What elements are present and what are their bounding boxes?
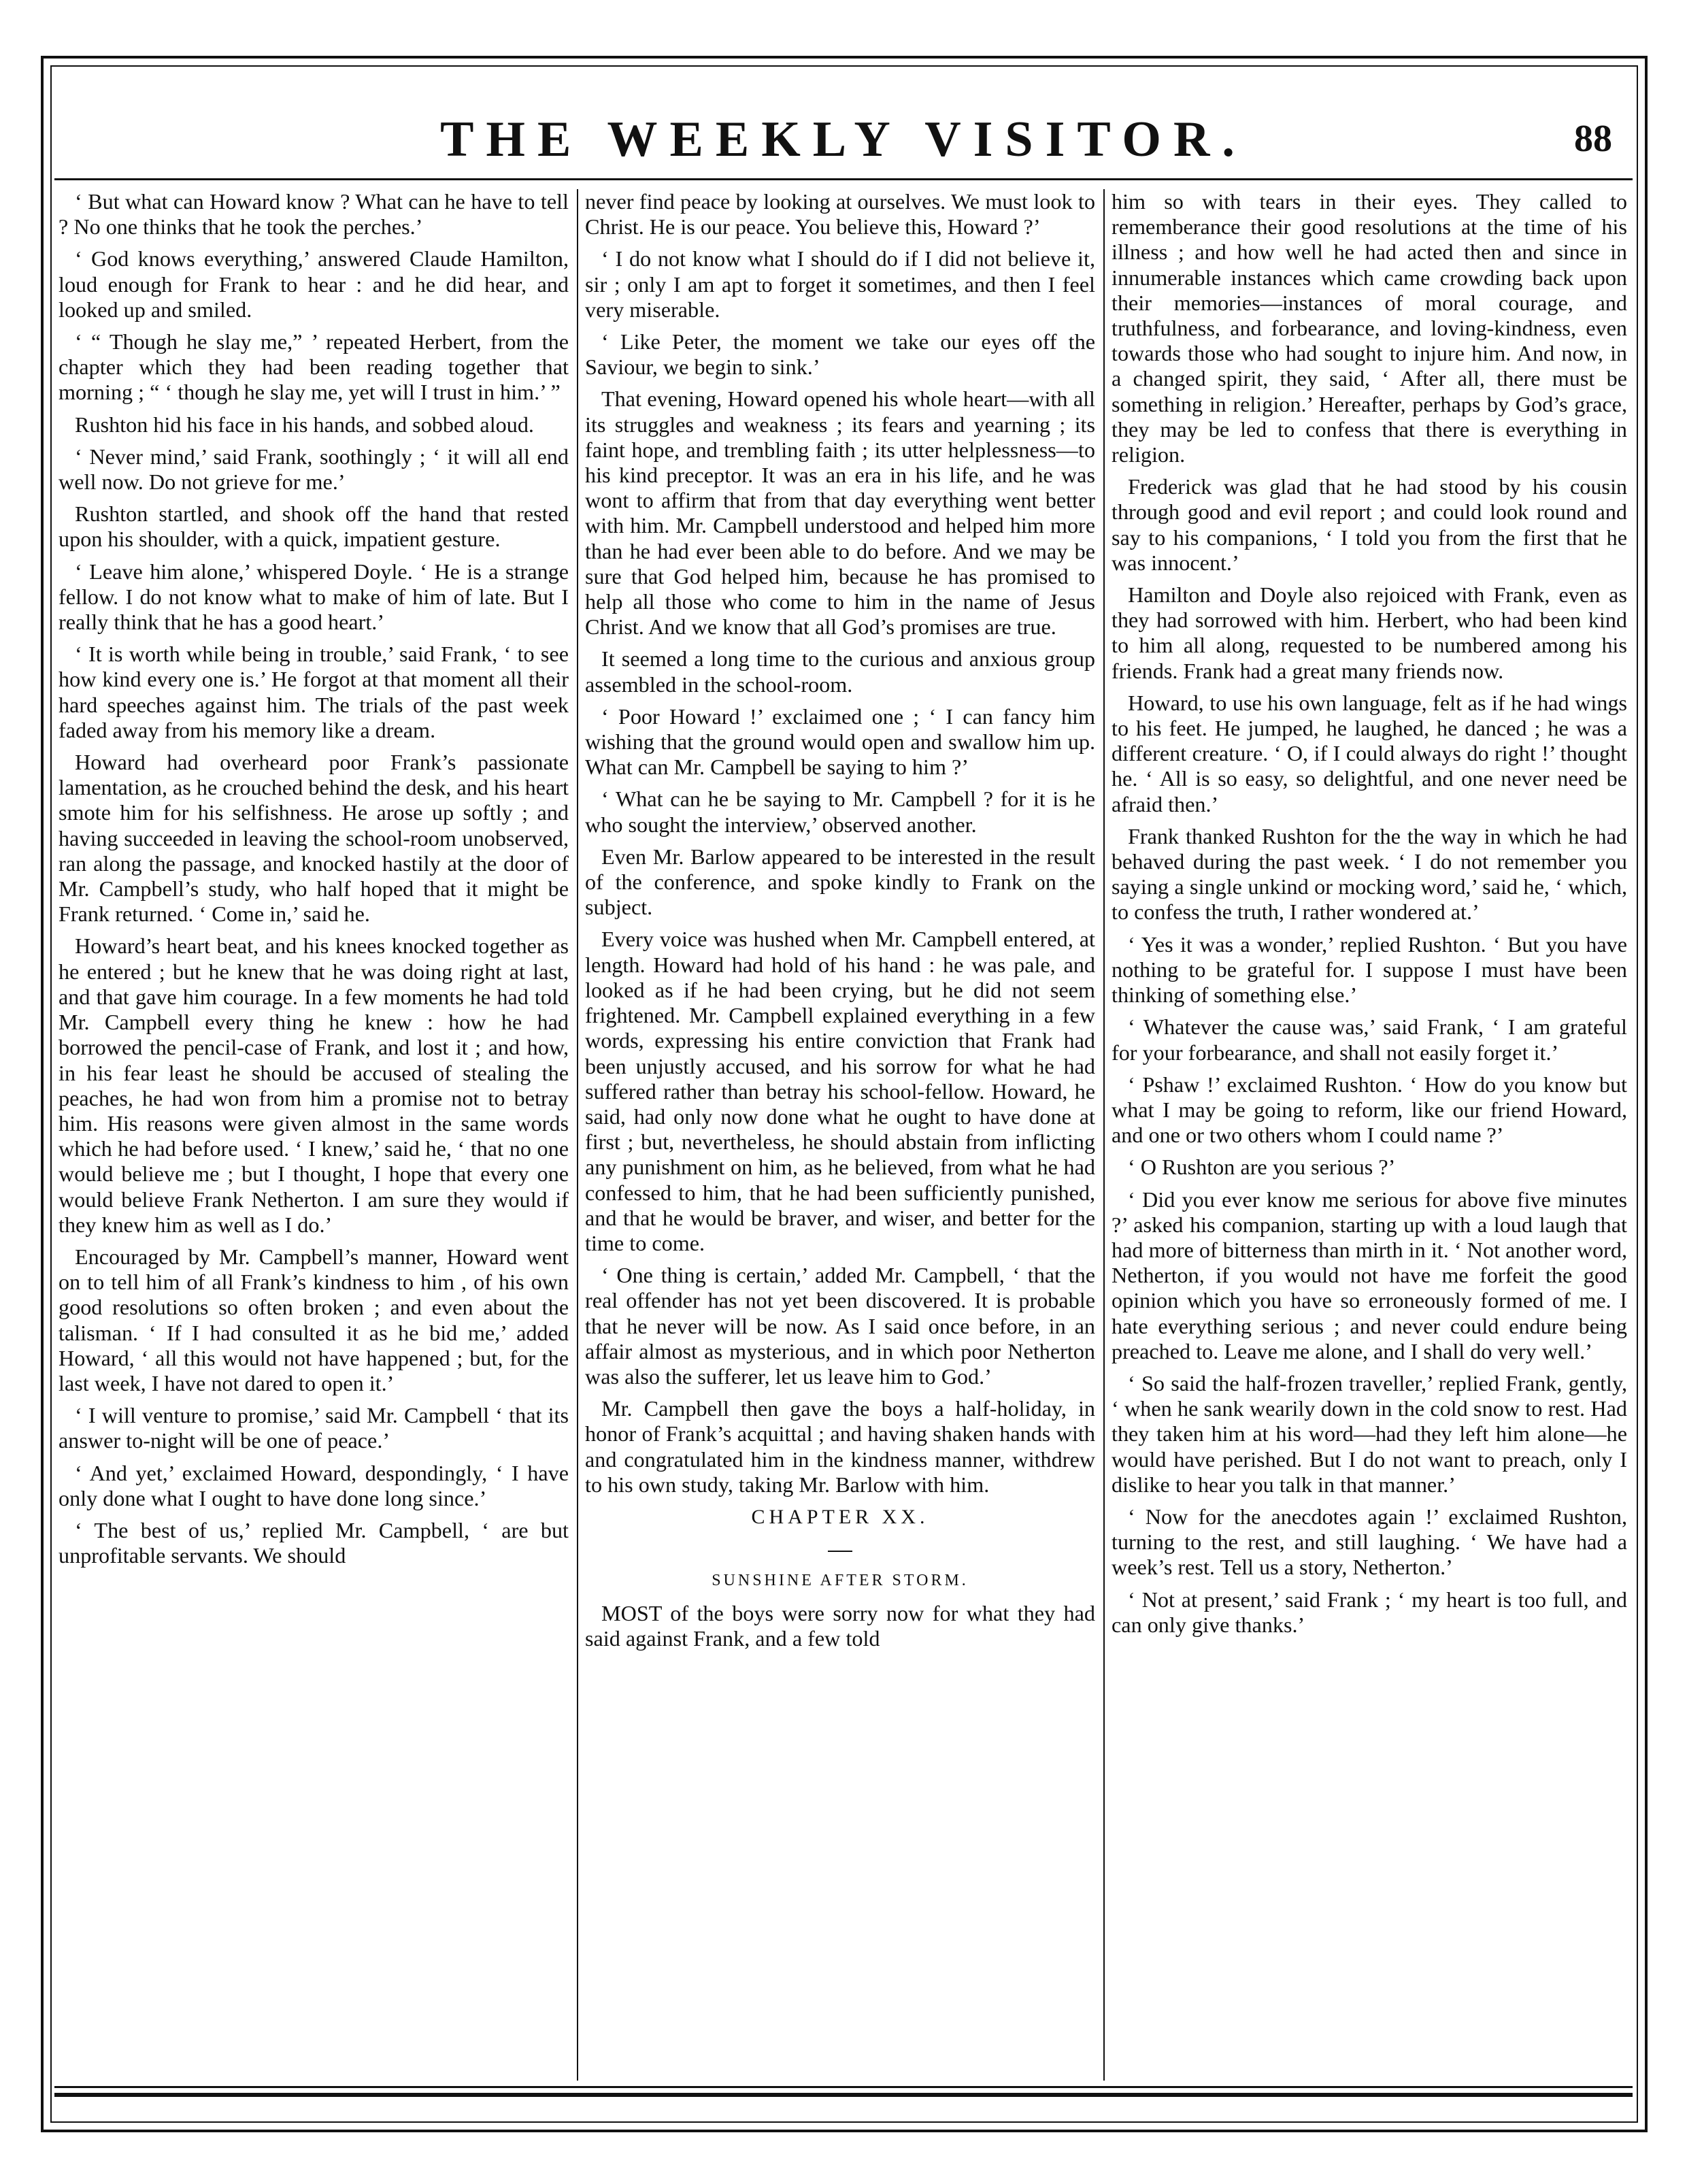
paragraph: Howard’s heart beat, and his knees knocked together as he entered ; but he knew that he was doing right at last, and that gave him courage. In a few moments he had told Mr. Campbell every thing he knew : how he had borrowed the pencil-case of Frank, and lost it ; and how, in his fear least he should be accused of stealing the peaches, he had won from him a promise not to betray him. His reasons were given almost in the same words which he had before used. ‘ I knew,’ said he, ‘ that no one would believe me ; but I thought, I hope that every one would believe Frank Netherton. I am sure they would if they knew him as well as I do.’ xyxy=(59,933,569,1237)
text-column-3 xyxy=(1112,189,1627,2081)
paragraph: ‘ Leave him alone,’ whispered Doyle. ‘ He is a strange fellow. I do not know what to make of him of late. But I really think that he has a good heart.’ xyxy=(59,559,569,635)
column-divider xyxy=(577,189,578,2081)
paragraph: Rushton hid his face in his hands, and sobbed aloud. xyxy=(75,412,534,437)
footer-rule-thick xyxy=(54,2093,1633,2097)
chapter-title: CHAPTER XX. xyxy=(751,1505,929,1528)
paragraph: Howard had overheard poor Frank’s passionate lamentation, as he crouched behind the desk, and his heart smote him for his selfishness. He arose up softly ; and having succeeded in leaving the school-room unobserved, ran along the passage, and knocked hastily at the door of Mr. Campbell’s study, who half hoped that it might be Frank returned. ‘ Come in,’ said he. xyxy=(59,750,569,927)
paragraph: him so with tears in their eyes. They called to rememberance their good resolutions at the time of his illness ; and how well he had acted then and since in innumerable instances which came crowding back upon their memories—instances of moral courage, and truthfulness, and forbearance, and loving-kindness, even towards those who had sought to injure him. And now, in a changed spirit, they said, ‘ After all, there must be something in religion.’ Hereafter, perhaps by God’s grace, they may be led to confess that there is everything in religion. xyxy=(1112,189,1627,467)
paragraph: ‘ Never mind,’ said Frank, soothingly ; ‘ it will all end well now. Do not grieve for me.’ xyxy=(59,444,569,495)
paragraph: ‘ I do not know what I should do if I did not believe it, sir ; only I am apt to forget it sometimes, and then I feel very miserable. xyxy=(585,246,1095,322)
text-column-2 xyxy=(585,189,1095,2081)
paragraph: Every voice was hushed when Mr. Campbell entered, at length. Howard had hold of his hand : he was pale, and looked as if he had been crying, but he did not seem frightened. Mr. Campbell explained everything in a few words, expressing his entire conviction that Frank had been unjustly accused, and his sorrow for what he had suffered rather than betray his school-fellow. Howard, he said, had only now done what he ought to have done at first ; but, nevertheless, he should abstain from inflicting any punishment on him, as he believed, from what he had confessed to him, that he had been sufficiently punished, and that he would be braver, and wiser, and better for the time to come. xyxy=(585,927,1095,1255)
paragraph: ‘ O Rushton are you serious ?’ xyxy=(1128,1155,1396,1180)
paragraph: ‘ One thing is certain,’ added Mr. Campbell, ‘ that the real offender has not yet been discovered. It is probable that he never will be now. As I said once before, in an affair almost as mysterious, and in which poor Netherton was also the sufferer, let us leave him to God.’ xyxy=(585,1263,1095,1389)
paragraph: MOST of the boys were sorry now for what they had said against Frank, and a few told xyxy=(585,1600,1095,1651)
paragraph: never find peace by looking at ourselves. We must look to Christ. He is our peace. You believe this, Howard ?’ xyxy=(585,189,1095,239)
footer-rule xyxy=(54,2086,1633,2088)
paragraph: Hamilton and Doyle also rejoiced with Frank, even as they had sorrowed with him. Herbert, who had been kind to him all along, requested to be numbered among his friends. Frank had a great many friends now. xyxy=(1112,582,1627,683)
masthead-title: THE WEEKLY VISITOR. xyxy=(440,112,1247,167)
paragraph: ‘ “ Though he slay me,” ’ repeated Herbert, from the chapter which they had been reading together that morning ; “ ‘ though he slay me, yet will I trust in him.’ ” xyxy=(59,329,569,405)
paragraph: Even Mr. Barlow appeared to be interested in the result of the conference, and spoke kindly to Frank on the subject. xyxy=(585,844,1095,920)
chapter-divider xyxy=(585,1536,1095,1561)
paragraph: ‘ Did you ever know me serious for above five minutes ?’ asked his companion, starting up with a loud laugh that had more of bitterness than mirth in it. ‘ Not another word, Netherton, if you would not have me forfeit the good opinion which you have so erroneously formed of me. I hate everything serious ; and never could endure being preached to. Leave me alone, and I shall do very well.’ xyxy=(1112,1187,1627,1363)
paragraph: ‘ The best of us,’ replied Mr. Campbell, ‘ are but unprofitable servants. We should xyxy=(59,1517,569,1568)
paragraph: ‘ And yet,’ exclaimed Howard, despondingly, ‘ I have only done what I ought to have done long since.’ xyxy=(59,1460,569,1510)
paragraph: ‘ Yes it was a wonder,’ replied Rushton. ‘ But you have nothing to be grateful for. I suppose I must have been thinking of something else.’ xyxy=(1112,931,1627,1008)
paragraph: ‘ God knows everything,’ answered Claude Hamilton, loud enough for Frank to hear : and he did hear, and looked up and smiled. xyxy=(59,246,569,322)
paragraph: Howard, to use his own language, felt as if he had wings to his feet. He jumped, he laughed, he danced ; he was a different creature. ‘ O, if I could always do right !’ thought he. ‘ All is so easy, so delightful, and one never need be afraid then.’ xyxy=(1112,690,1627,816)
paragraph: ‘ It is worth while being in trouble,’ said Frank, ‘ to see how kind every one is.’ He forgot at that moment all their hard speeches against him. The trials of the past week faded away from his memory like a dream. xyxy=(59,642,569,742)
paragraph: ‘ Like Peter, the moment we take our eyes off the Saviour, we begin to sink.’ xyxy=(585,329,1095,380)
page-number: 88 xyxy=(1574,118,1612,160)
paragraph: ‘ What can he be saying to Mr. Campbell ? for it is he who sought the interview,’ observed another. xyxy=(585,787,1095,837)
paragraph: ‘ Not at present,’ said Frank ; ‘ my heart is too full, and can only give thanks.’ xyxy=(1112,1587,1627,1637)
paragraph: ‘ But what can Howard know ? What can he have to tell ? No one thinks that he took the perches.’ xyxy=(59,189,569,239)
article-columns xyxy=(54,189,1633,2081)
paragraph: It seemed a long time to the curious and anxious group assembled in the school-room. xyxy=(585,646,1095,697)
paragraph: ‘ I will venture to promise,’ said Mr. Campbell ‘ that its answer to-night will be one of peace.’ xyxy=(59,1403,569,1453)
paragraph: Mr. Campbell then gave the boys a half-holiday, in honor of Frank’s acquittal ; and having shaken hands with and congratulated him in the kindness manner, withdrew to his own study, taking Mr. Barlow with him. xyxy=(585,1396,1095,1497)
paragraph: ‘ Whatever the cause was,’ said Frank, ‘ I am grateful for your forbearance, and shall not easily forget it.’ xyxy=(1112,1014,1627,1065)
header-rule xyxy=(54,178,1633,180)
paragraph: Frederick was glad that he had stood by his cousin through good and evil report ; and could look round and say to his companions, ‘ I told you from the first that he was innocent.’ xyxy=(1112,474,1627,575)
paragraph: ‘ Now for the anecdotes again !’ exclaimed Rushton, turning to the rest, and still laughing. ‘ We have had a week’s rest. Tell us a story, Netherton.’ xyxy=(1112,1504,1627,1580)
paragraph: ‘ So said the half-frozen traveller,’ replied Frank, gently, ‘ when he sank wearily down in the cold snow to rest. Had they taken him at his word—had they left him alone—he would have perished. But I do not want to preach, only I dislike to hear you talk in that manner.’ xyxy=(1112,1370,1627,1497)
paragraph: Frank thanked Rushton for the the way in which he had behaved during the past week. ‘ I do not remember you saying a single unkind or mocking word,’ said he, ‘ which, to confess the truth, I rather wondered at.’ xyxy=(1112,823,1627,925)
paragraph: ‘ Poor Howard !’ exclaimed one ; ‘ I can fancy him wishing that the ground would open and swallow him up. What can Mr. Campbell be saying to him ?’ xyxy=(585,704,1095,780)
text-column-1 xyxy=(59,189,569,2081)
paragraph: ‘ Pshaw !’ exclaimed Rushton. ‘ How do you know but what I may be going to reform, like our friend Howard, and one or two others whom I could name ?’ xyxy=(1112,1072,1627,1148)
page-header xyxy=(54,102,1633,177)
paragraph: Encouraged by Mr. Campbell’s manner, Howard went on to tell him of all Frank’s kindness to him , of his own good resolutions so often broken ; and even about the talisman. ‘ If I had consulted it as he bid me,’ added Howard, ‘ all this would not have happened ; but, for the last week, I have not dared to open it.’ xyxy=(59,1244,569,1395)
column-divider xyxy=(1103,189,1105,2081)
paragraph: Rushton startled, and shook off the hand that rested upon his shoulder, with a quick, impatient gesture. xyxy=(59,501,569,552)
chapter-subtitle: SUNSHINE AFTER STORM. xyxy=(712,1572,969,1590)
paragraph: That evening, Howard opened his whole heart—with all its struggles and weakness ; its fears and yearning ; its faint hope, and trembling faith ; its utter helplessness—to his kind preceptor. It was an era in his life, and he was wont to affirm that from that day everything went better with him. Mr. Campbell understood and helped him more than he had ever been able to do before. And we may be sure that God helped him, because he has promised to help all those who come to him in the name of Jesus Christ. And we know that all God’s promises are true. xyxy=(585,386,1095,640)
